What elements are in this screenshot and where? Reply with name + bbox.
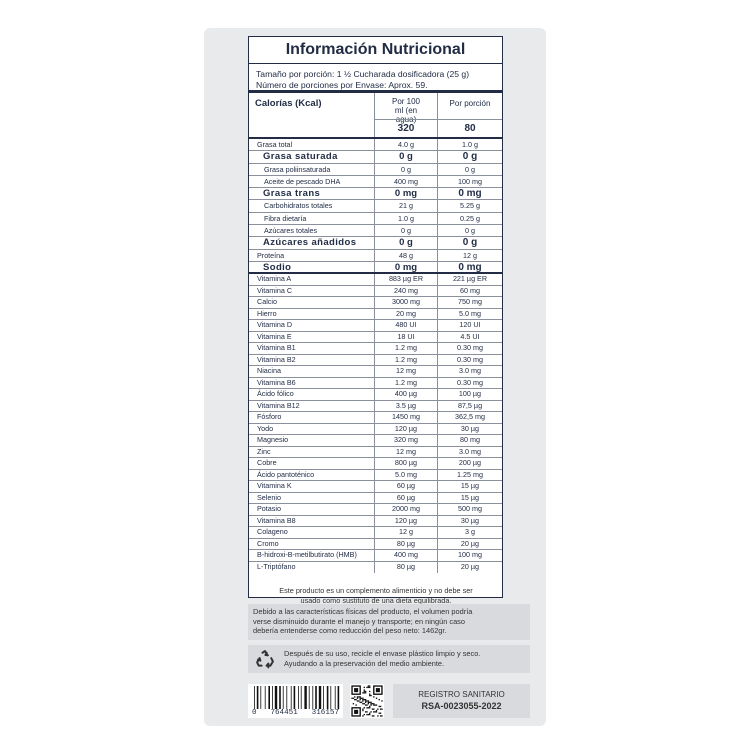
nutrient-row: [249, 262, 502, 274]
micronutrient-per-100: 20 mg: [374, 309, 438, 320]
recycle-icon: [255, 649, 275, 669]
micronutrient-name: Ácido fólico: [257, 389, 294, 399]
micronutrient-per-portion: 3.0 mg: [459, 366, 481, 376]
micronutrient-name: Hierro: [257, 308, 277, 318]
nutrient-row: [249, 237, 502, 249]
nutrient-per-100: 1.0 g: [374, 213, 438, 224]
micronutrient-name: Yodo: [257, 423, 274, 433]
nutrient-per-portion: 0 g: [465, 164, 475, 174]
micronutrient-per-portion: 100 mg: [458, 550, 482, 560]
micronutrient-per-portion: 15 µg: [460, 492, 480, 502]
micronutrient-row: [249, 320, 502, 332]
disclaimer-line: usado como sustituto de una dieta equilibrada.: [300, 595, 452, 605]
micronutrient-per-100: 3000 mg: [374, 297, 438, 308]
micronutrient-row: [249, 309, 502, 321]
nutrient-per-portion: 0 g: [462, 151, 478, 163]
nutrient-row: [249, 213, 502, 225]
barcode-digit: 764451: [270, 709, 298, 717]
micronutrient-name: Vitamina B6: [257, 377, 296, 387]
nutrient-row: [249, 250, 502, 262]
recycle-line: Ayudando a la preservación del medio ambiente.: [284, 658, 445, 668]
micronutrient-row: [249, 401, 502, 413]
micronutrient-per-portion: 0.30 mg: [457, 377, 483, 387]
micronutrient-row: [249, 332, 502, 344]
micronutrient-row: [249, 458, 502, 470]
nutrient-name: Aceite de pescado DHA: [264, 176, 341, 186]
micronutrient-name: Magnesio: [257, 435, 289, 445]
micronutrient-per-100: 480 UI: [374, 320, 438, 331]
micronutrient-per-100: 883 µg ER: [374, 274, 438, 285]
nutrient-per-100: 0 g: [374, 225, 438, 236]
vitamins-table: [249, 274, 502, 573]
micronutrient-per-portion: 5.0 mg: [459, 308, 481, 318]
micronutrient-row: [249, 550, 502, 562]
registration-label: REGISTRO SANITARIO: [418, 690, 505, 699]
micronutrient-name: Zinc: [257, 446, 271, 456]
micronutrient-per-portion: 750 mg: [458, 297, 482, 307]
micronutrient-per-100: 3.5 µg: [374, 401, 438, 412]
nutrient-per-portion: 0 mg: [458, 188, 482, 200]
micronutrient-per-portion: 120 UI: [459, 320, 481, 330]
micronutrient-per-portion: 4.5 UI: [460, 331, 480, 341]
micronutrient-per-portion: 3.0 mg: [459, 446, 481, 456]
nutrient-per-portion: 1.0 g: [462, 140, 478, 149]
nutrient-per-100: 0 mg: [374, 262, 438, 272]
micronutrient-row: [249, 378, 502, 390]
nutrient-name: Proteína: [257, 250, 285, 260]
nutrient-name: Fibra dietaría: [264, 213, 307, 223]
nutrient-name: Grasa saturada: [263, 151, 338, 163]
micronutrient-name: Cromo: [257, 538, 279, 548]
nutrient-per-100: 0 g: [374, 151, 438, 162]
micronutrient-per-100: 18 UI: [374, 332, 438, 343]
notice-line: verse disminuido durante el manejo y transporte; en ningún caso: [253, 616, 465, 626]
micronutrient-per-100: 80 µg: [374, 562, 438, 574]
nutrition-label: [248, 36, 503, 598]
micronutrient-per-100: 1.2 mg: [374, 343, 438, 354]
calories-per-100: 320: [375, 119, 437, 137]
micronutrient-per-portion: 3 g: [465, 527, 475, 537]
micronutrient-per-portion: 100 µg: [458, 389, 482, 399]
micronutrient-per-100: 5.0 mg: [374, 470, 438, 481]
micronutrient-name: Vitamina B2: [257, 354, 296, 364]
col-per-100-header: [374, 93, 438, 137]
micronutrient-per-100: 320 mg: [374, 435, 438, 446]
micronutrient-name: Vitamina D: [257, 320, 293, 330]
nutrient-per-100: 0 mg: [374, 188, 438, 199]
nutrient-row: [249, 200, 502, 212]
micronutrient-name: Ácido pantoténico: [257, 469, 315, 479]
micronutrient-per-100: 120 µg: [374, 424, 438, 435]
micronutrient-row: [249, 297, 502, 309]
nutrient-name: Azúcares añadidos: [263, 237, 357, 249]
nutrient-row: [249, 139, 502, 151]
servings-per-container: Número de porciones por Envase: Aprox. 59.: [256, 80, 428, 90]
nutrient-per-100: 0 g: [374, 164, 438, 175]
nutrient-name: Azúcares totales: [264, 226, 318, 236]
micronutrient-row: [249, 366, 502, 378]
micronutrient-per-portion: 500 mg: [458, 504, 482, 514]
micronutrient-name: Vitamina B1: [257, 343, 296, 353]
nutrient-per-100: 21 g: [374, 200, 438, 211]
micronutrient-per-portion: 221 µg ER: [452, 274, 488, 284]
micronutrient-per-portion: 0.30 mg: [457, 354, 483, 364]
micronutrient-name: Cobre: [257, 458, 277, 468]
recycle-line: Después de su uso, recicle el envase plástico limpio y seco.: [284, 649, 481, 658]
nutrient-per-portion: 100 mg: [458, 176, 482, 186]
serving-info: [249, 64, 502, 93]
serving-size: Tamaño por porción: 1 ½ Cucharada dosificadora (25 g): [256, 69, 470, 79]
micronutrient-per-100: 800 µg: [374, 458, 438, 469]
registration-number: RSA-0023055-2022: [421, 701, 502, 711]
micronutrient-per-portion: 60 mg: [460, 285, 480, 295]
barcode-number: [248, 709, 343, 717]
micronutrient-per-100: 400 mg: [374, 550, 438, 561]
nutrient-row: [249, 151, 502, 163]
micronutrient-per-100: 60 µg: [374, 481, 438, 492]
micronutrient-name: Calcio: [257, 297, 277, 307]
qr-code: [350, 684, 384, 718]
micronutrient-row: [249, 562, 502, 574]
nutrient-row: [249, 164, 502, 176]
label-title: Información Nutricional: [249, 37, 502, 64]
micronutrient-per-portion: 20 µg: [460, 561, 480, 571]
micronutrient-row: [249, 274, 502, 286]
micronutrient-row: [249, 504, 502, 516]
nutrient-per-100: 48 g: [374, 250, 438, 261]
micronutrient-name: Vitamina A: [257, 274, 292, 284]
col-per-100-label: Por 100 ml (en agua): [391, 97, 421, 124]
micronutrient-name: Selenio: [257, 492, 281, 502]
nutrient-per-portion: 0 mg: [458, 261, 482, 273]
micronutrient-name: Vitamina K: [257, 481, 292, 491]
notice-line: debería entenderse como reducción del peso neto: 1462gr.: [253, 626, 447, 636]
micronutrient-per-100: 60 µg: [374, 493, 438, 504]
micronutrient-row: [249, 470, 502, 482]
micronutrient-row: [249, 435, 502, 447]
micronutrient-per-100: 1450 mg: [374, 412, 438, 423]
micronutrient-row: [249, 355, 502, 367]
notice-line: Debido a las características físicas del producto, el volumen podría: [253, 607, 473, 616]
micronutrient-row: [249, 389, 502, 401]
micronutrient-per-portion: 0.30 mg: [457, 343, 483, 353]
micronutrient-per-portion: 1.25 mg: [457, 469, 483, 479]
micronutrient-per-100: 120 µg: [374, 516, 438, 527]
qr-code-icon: [350, 684, 384, 718]
micronutrient-row: [249, 527, 502, 539]
nutrient-per-portion: 0 g: [462, 237, 478, 249]
micronutrient-row: [249, 481, 502, 493]
disclaimer-line: Este producto es un complemento alimenticio y no debe ser: [279, 586, 473, 595]
nutrient-name: Carbohidratos totales: [264, 201, 333, 211]
micronutrient-row: [249, 447, 502, 459]
micronutrient-per-100: 80 µg: [374, 539, 438, 550]
micronutrient-per-portion: 80 mg: [460, 435, 480, 445]
nutrient-name: Sodio: [263, 261, 292, 273]
micronutrient-per-portion: 20 µg: [460, 538, 480, 548]
micronutrient-per-portion: 15 µg: [460, 481, 480, 491]
micronutrient-per-portion: 30 µg: [460, 515, 480, 525]
micronutrient-name: Niacina: [257, 366, 281, 376]
barcode-digit: 316157: [311, 709, 339, 717]
micronutrient-row: [249, 516, 502, 528]
calories-per-portion: 80: [438, 119, 502, 137]
micronutrient-per-100: 12 mg: [374, 366, 438, 377]
micronutrient-per-100: 1.2 mg: [374, 378, 438, 389]
micronutrient-per-100: 12 g: [374, 527, 438, 538]
micronutrient-per-portion: 30 µg: [460, 423, 480, 433]
recycle-text: [284, 649, 480, 668]
nutrient-per-100: 0 g: [374, 237, 438, 248]
barcode-digit: 0: [252, 709, 257, 717]
nutrient-row: [249, 225, 502, 237]
micronutrient-row: [249, 343, 502, 355]
col-per-portion-header: [438, 93, 502, 137]
nutrient-per-100: 400 mg: [374, 176, 438, 187]
micronutrient-per-portion: 200 µg: [458, 458, 482, 468]
recycle-notice: [248, 645, 530, 673]
nutrient-per-portion: 0.25 g: [460, 213, 480, 223]
micronutrient-name: B-hidroxi-B-metilbutirato (HMB): [257, 550, 357, 560]
sanitary-registration: [393, 684, 530, 718]
micronutrient-per-portion: 362,5 mg: [455, 412, 485, 422]
micronutrient-name: Vitamina B12: [257, 400, 300, 410]
nutrient-name: Grasa total: [257, 140, 293, 149]
micronutrient-name: Potasio: [257, 504, 281, 514]
disclaimer: [240, 586, 512, 605]
micronutrient-per-100: 240 mg: [374, 286, 438, 297]
micronutrient-per-100: 2000 mg: [374, 504, 438, 515]
nutrient-row: [249, 176, 502, 188]
calories-header: [249, 93, 502, 139]
micronutrient-row: [249, 424, 502, 436]
micronutrient-name: Fósforo: [257, 412, 282, 422]
micronutrient-name: Vitamina C: [257, 285, 293, 295]
micronutrient-row: [249, 412, 502, 424]
micronutrient-name: Vitamina E: [257, 331, 292, 341]
micronutrient-name: Vitamina B8: [257, 515, 296, 525]
calories-label: Calorías (Kcal): [255, 98, 322, 109]
micronutrient-row: [249, 286, 502, 298]
nutrient-per-100: 4.0 g: [374, 139, 438, 150]
micronutrient-row: [249, 539, 502, 551]
micronutrient-per-100: 1.2 mg: [374, 355, 438, 366]
micronutrient-row: [249, 493, 502, 505]
barcode: [248, 684, 343, 718]
micronutrient-per-100: 12 mg: [374, 447, 438, 458]
micronutrient-per-portion: 87,5 µg: [457, 400, 483, 410]
micronutrient-name: L-Triptófano: [257, 561, 296, 571]
nutrient-per-portion: 5.25 g: [460, 201, 480, 211]
nutrient-name: Grasa poliinsaturada: [264, 164, 331, 174]
micronutrient-name: Colageno: [257, 527, 288, 537]
nutrient-row: [249, 188, 502, 200]
nutrient-per-portion: 12 g: [463, 250, 477, 260]
macros-table: [249, 139, 502, 274]
nutrient-per-portion: 0 g: [465, 226, 475, 236]
volume-notice: [248, 604, 530, 640]
nutrient-name: Grasa trans: [263, 188, 321, 200]
micronutrient-per-100: 400 µg: [374, 389, 438, 400]
col-per-portion-label: Por porción: [449, 99, 491, 108]
